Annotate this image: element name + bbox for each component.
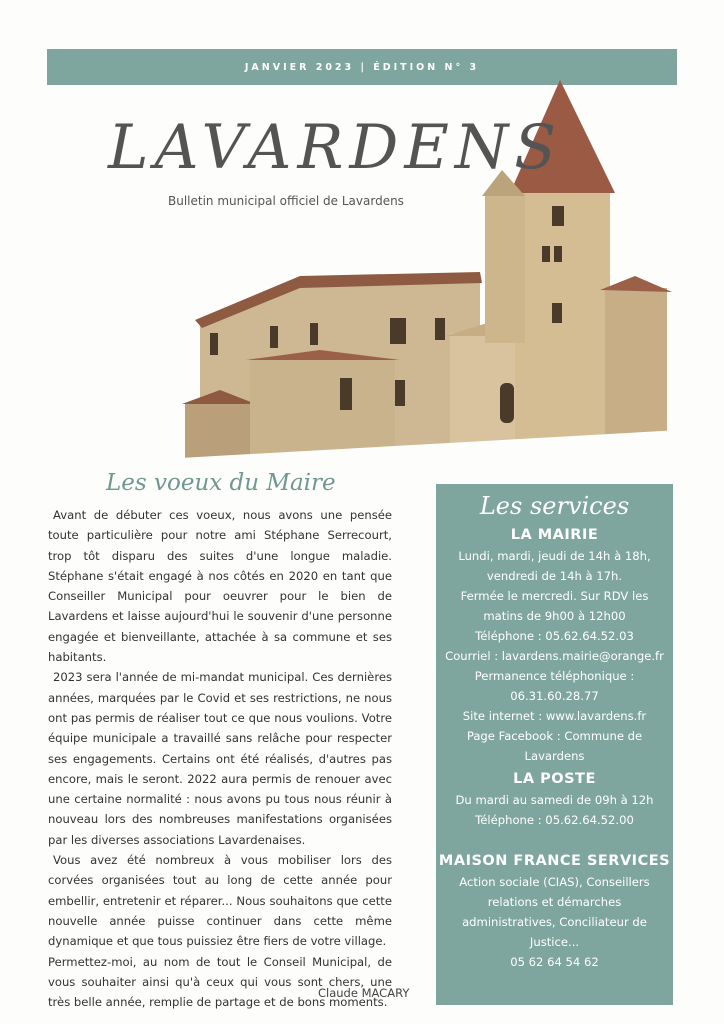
poste-title: LA POSTE (513, 771, 596, 787)
mairie-email: Courriel : lavardens.mairie@orange.fr (445, 649, 664, 663)
mfs-title: MAISON FRANCE SERVICES (438, 853, 671, 869)
mairie-title: LA MAIRIE (510, 527, 599, 543)
mairie-website: Site internet : www.lavardens.fr (462, 709, 647, 723)
services-heading: Les services (479, 492, 630, 520)
edition-label: JANVIER 2023 | ÉDITION N° 3 (244, 61, 480, 73)
mfs-description: Action sociale (CIAS), Conseillers relations et démarches administratives, Conciliateur de Justice... (459, 875, 650, 949)
poste-hours: Du mardi au samedi de 09h à 12h (455, 793, 654, 807)
page-subtitle: Bulletin municipal officiel de Lavardens (168, 194, 404, 208)
mayor-signature: Claude MACARY (318, 986, 410, 1000)
page-title: LAVARDENS (108, 112, 563, 183)
services-panel (436, 484, 673, 1005)
mairie-hours: Lundi, mardi, jeudi de 14h à 18h, vendredi de 14h à 17h. (458, 549, 651, 583)
article-paragraph: Vous avez été nombreux à vous mobiliser lors des corvées organisées tout au long de cette année pour embellir, entretenir et réparer... Nous souhaitons que cette nouvelle année puisse continuer dans cette même dynamique et que tous puissiez être fiers de votre village. (48, 853, 392, 949)
mayor-heading: Les voeux du Maire (106, 470, 336, 496)
article-paragraph: Permettez-moi, au nom de tout le Conseil Municipal, de vous souhaiter ainsi qu'à ceux qui vous sont chers, une très belle année, remplie de partage et de bons moments. (48, 954, 392, 1010)
mayor-article (48, 505, 392, 1012)
mairie-closed: Fermée le mercredi. Sur RDV les matins de 9h00 à 12h00 (460, 589, 649, 623)
article-paragraph: Avant de débuter ces voeux, nous avons une pensée toute particulière pour notre ami Stéphane Serrecourt, trop tôt disparu des suites d'une longue maladie. Stéphane s'était engagé à nos côtés en 2020 en tant que Conseiller Municipal pour oeuvrer pour le bien de Lavardens et laisse aujourd'hui le souvenir d'une personne engagée et bienveillante, attachée à sa commune et ses habitants. (48, 508, 392, 665)
mfs-phone: 05 62 64 54 62 (510, 955, 599, 969)
mairie-facebook: Page Facebook : Commune de Lavardens (466, 729, 643, 763)
article-paragraph: 2023 sera l'année de mi-mandat municipal. Ces dernières années, marquées par le Covid et ses restrictions, ne nous ont pas permis de réaliser tout ce que nous voulions. Votre équipe municipale a travaillé sans relâche pour respecter ses engagements. Certains ont été réalisés, d'autres pas encore, mais le seront. 2022 aura permis de renouer avec une certaine normalité : nous avons pu tous nous réunir à nouveau lors des nombreuses manifestations organisées par les diverses associations Lavardenaises. (48, 670, 392, 847)
mairie-phone: Téléphone : 05.62.64.52.03 (475, 629, 634, 643)
poste-phone: Téléphone : 05.62.64.52.00 (475, 813, 634, 827)
mairie-permanence: Permanence téléphonique : 06.31.60.28.77 (474, 669, 635, 703)
